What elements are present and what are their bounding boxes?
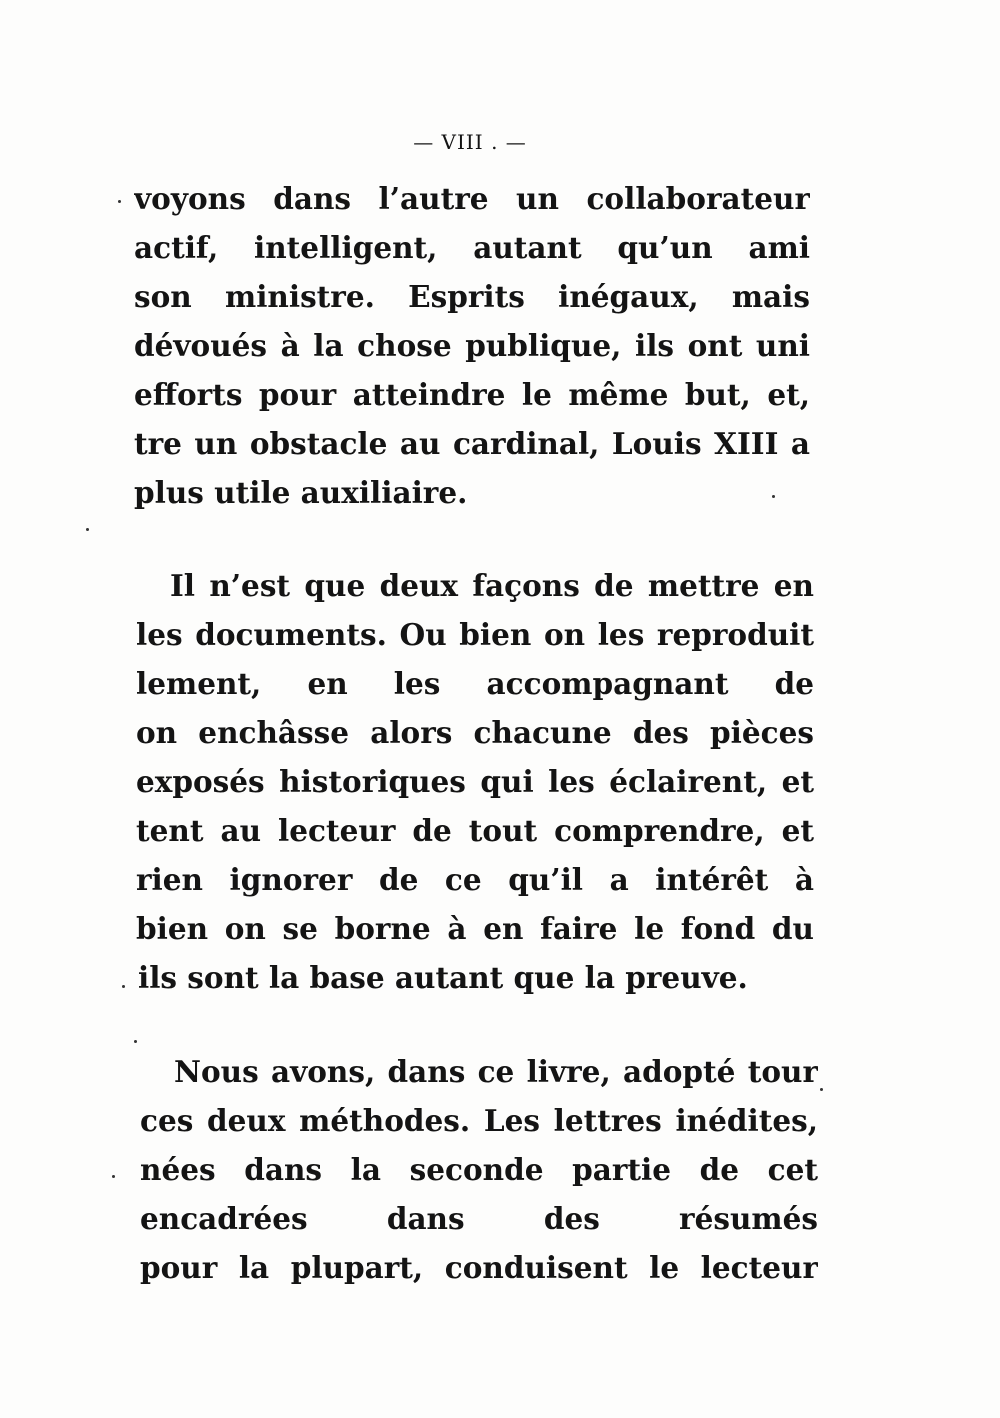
- scan-speck: [134, 1040, 137, 1043]
- text-line: tre un obstacle au cardinal, Louis XIII a: [134, 426, 810, 461]
- text-line: on enchâsse alors chacune des pièces: [136, 715, 814, 750]
- scan-speck: [112, 1175, 115, 1178]
- text-line: plus utile auxiliaire.: [134, 475, 468, 510]
- text-line: encadrées dans des résumés: [140, 1201, 818, 1236]
- text-line: ces deux méthodes. Les lettres inédites,: [140, 1103, 818, 1138]
- text-line: Nous avons, dans ce livre, adopté tour: [174, 1054, 818, 1089]
- text-line: bien on se borne à en faire le fond du: [136, 911, 814, 946]
- text-line: exposés historiques qui les éclairent, et: [136, 764, 814, 799]
- scan-speck: [772, 495, 775, 498]
- scan-speck: [86, 528, 89, 531]
- text-line: les documents. Ou bien on les reproduit: [136, 617, 814, 652]
- text-line: tent au lecteur de tout comprendre, et: [136, 813, 814, 848]
- text-line: lement, en les accompagnant de: [136, 666, 814, 701]
- text-line: son ministre. Esprits inégaux, mais: [134, 279, 810, 314]
- text-line: efforts pour atteindre le même but, et,: [134, 377, 810, 412]
- text-line: Il n’est que deux façons de mettre en: [170, 568, 814, 603]
- text-line: actif, intelligent, autant qu’un ami: [134, 230, 810, 265]
- scan-speck: [820, 1088, 823, 1091]
- text-line: voyons dans l’autre un collaborateur: [134, 181, 810, 216]
- scan-speck: [118, 200, 121, 203]
- text-line: dévoués à la chose publique, ils ont uni: [134, 328, 810, 363]
- scan-speck: [122, 985, 125, 988]
- text-line: pour la plupart, conduisent le lecteur: [140, 1250, 818, 1285]
- page-number: — VIII . —: [413, 130, 527, 154]
- text-line: ils sont la base autant que la preuve.: [138, 960, 748, 995]
- text-line: rien ignorer de ce qu’il a intérêt à: [136, 862, 814, 897]
- text-line: nées dans la seconde partie de cet: [140, 1152, 818, 1187]
